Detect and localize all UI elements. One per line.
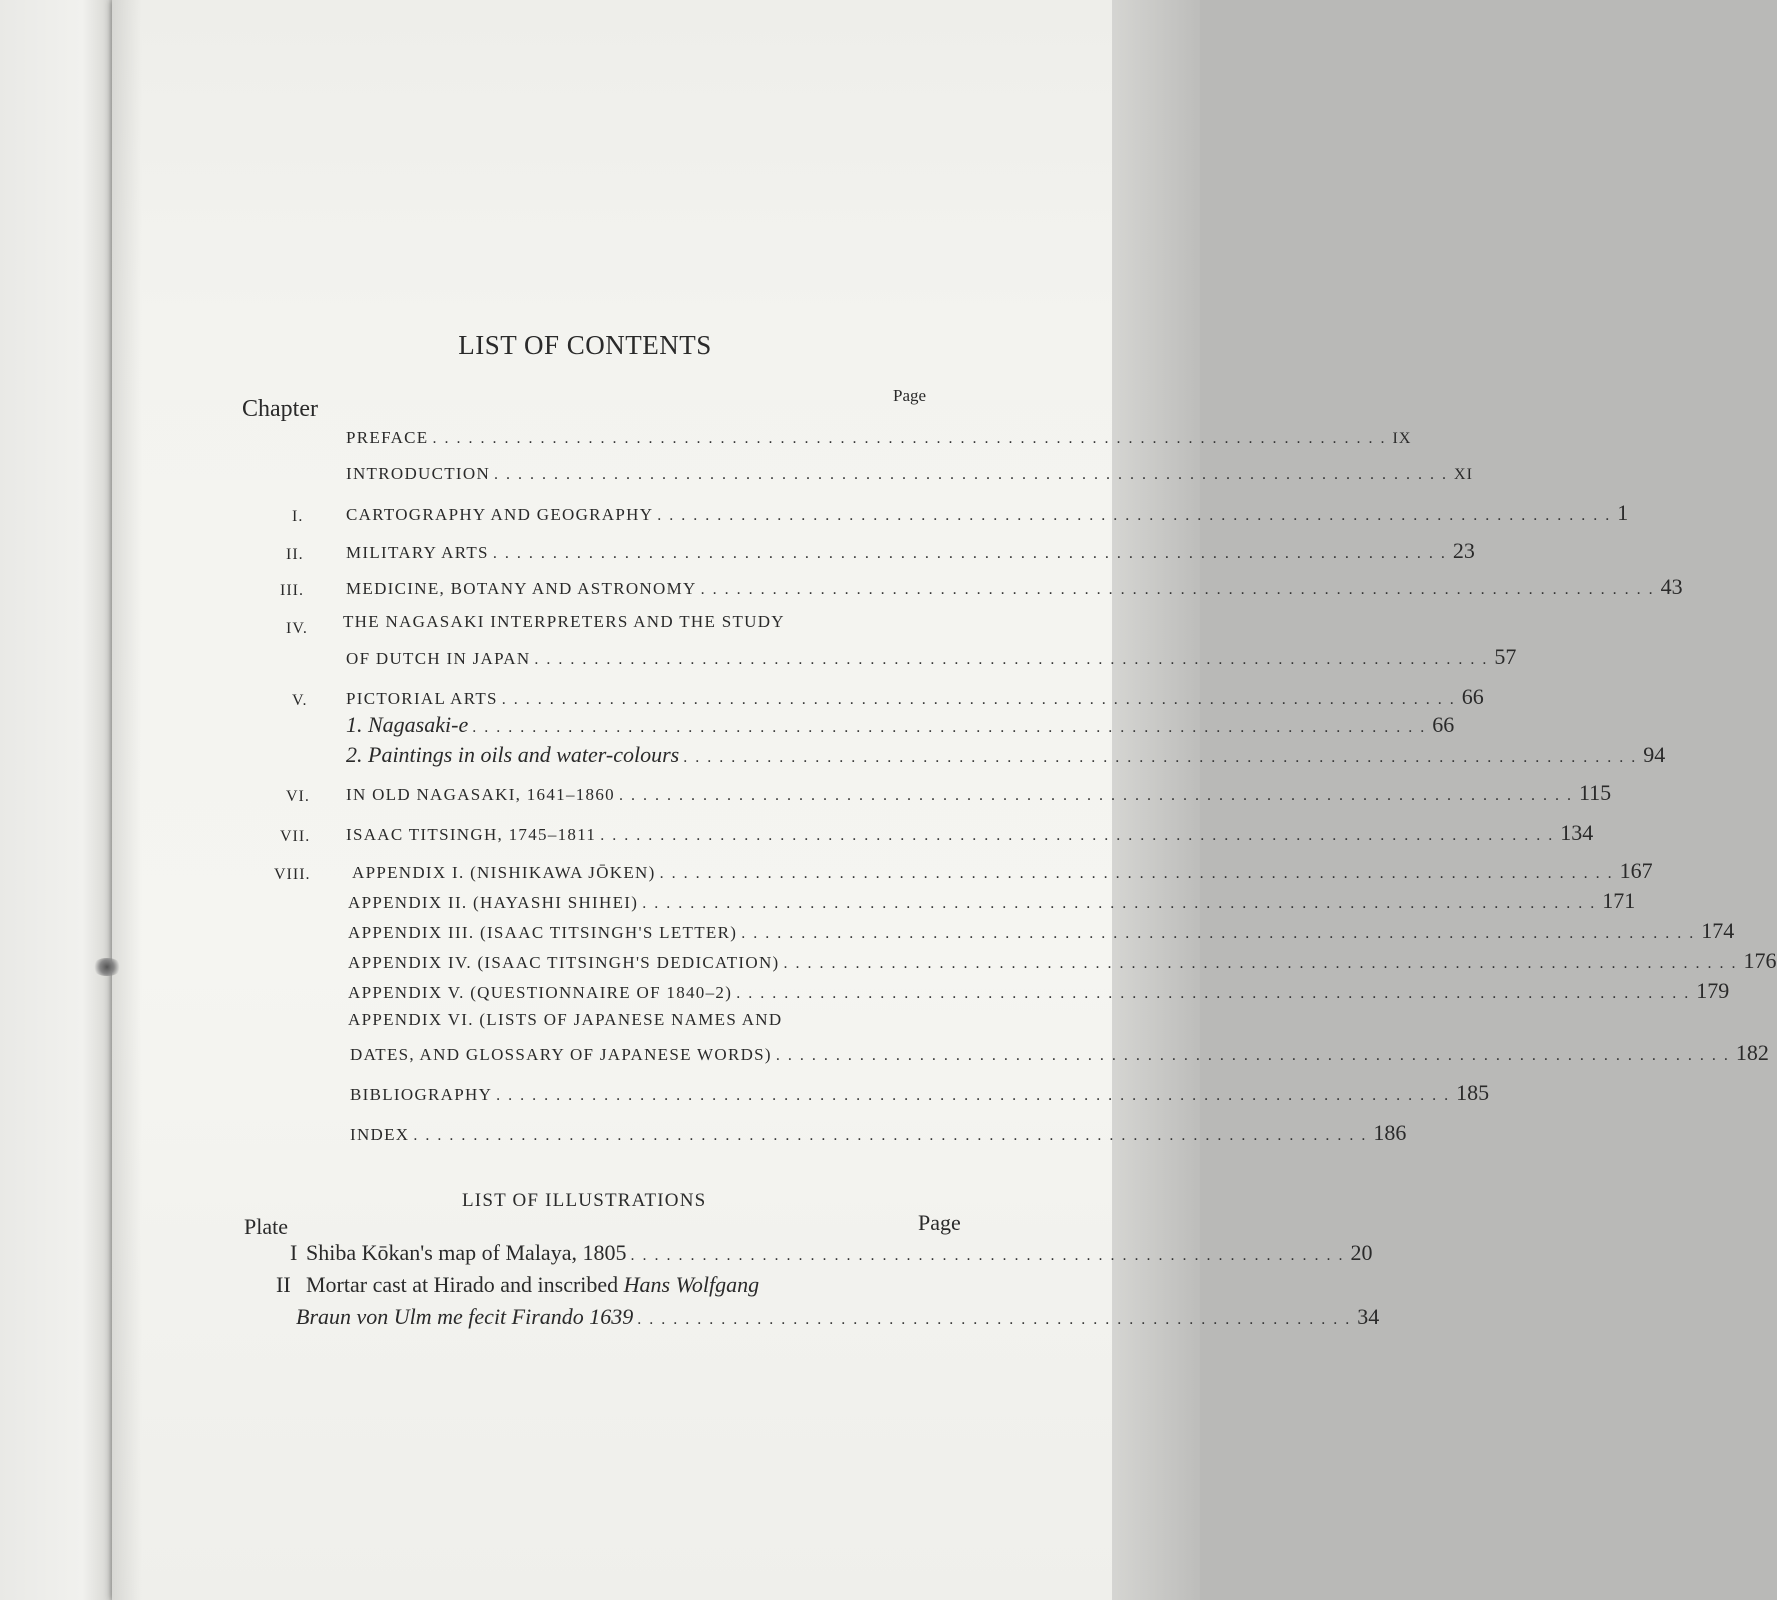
chapter-number: II.: [286, 546, 304, 563]
contents-entry: [346, 428, 1412, 448]
contents-entry: [348, 978, 1730, 1004]
page-number: 182: [1735, 1040, 1769, 1065]
contents-entry: [350, 1040, 1769, 1066]
page-number: IX: [1392, 430, 1412, 447]
page-number: 176: [1743, 948, 1777, 973]
contents-entry: [348, 918, 1735, 944]
leader-dots: ................................................................................: [659, 865, 1620, 882]
contents-entry: [346, 644, 1517, 670]
leader-dots: ................................................................................: [642, 895, 1603, 912]
page-number: 34: [1357, 1304, 1380, 1329]
page-number: 23: [1452, 538, 1475, 563]
entry-title: BIBLIOGRAPHY: [350, 1085, 493, 1104]
illustration-entry: [306, 1240, 1373, 1266]
plate-column-label: Plate: [244, 1214, 288, 1239]
entry-title: APPENDIX III. (ISAAC TITSINGH'S LETTER): [348, 923, 738, 942]
leader-dots: ................................................................................: [501, 691, 1462, 708]
leader-dots: ................................................................................: [472, 719, 1433, 736]
plate-number: II: [276, 1272, 291, 1297]
leader-dots: ................................................................................: [496, 1087, 1457, 1104]
gutter-shadow: [112, 0, 142, 1600]
leader-dots: ................................................................................: [432, 430, 1393, 447]
leader-dots: ................................................................................: [736, 985, 1697, 1002]
entry-title: APPENDIX II. (HAYASHI SHIHEI): [348, 893, 639, 912]
illustration-title: Mortar cast at Hirado and inscribed Hans Wolfgang: [306, 1272, 760, 1297]
contents-entry: [348, 1010, 946, 1030]
leader-dots: ............................................................: [630, 1247, 1351, 1264]
leader-dots: ................................................................................: [534, 651, 1495, 668]
leader-dots: ................................................................................: [775, 1047, 1736, 1064]
page-number: XI: [1454, 466, 1473, 483]
contents-entry: [346, 464, 1473, 484]
illustration-entry: [306, 1272, 976, 1298]
contents-entry: [350, 1120, 1407, 1146]
entry-title: OF DUTCH IN JAPAN: [346, 649, 531, 668]
entry-title: THE NAGASAKI INTERPRETERS AND THE STUDY: [343, 612, 785, 631]
chapter-number: I.: [292, 508, 304, 525]
leader-dots: ................................................................................: [783, 955, 1744, 972]
page-number: 94: [1643, 742, 1666, 767]
leader-dots: ................................................................................: [683, 749, 1644, 766]
contents-entry: [346, 574, 1683, 600]
page-number: 134: [1560, 820, 1594, 845]
leader-dots: ................................................................................: [618, 787, 1579, 804]
entry-title: ISAAC TITSINGH, 1745–1811: [346, 825, 597, 844]
page-number: 43: [1660, 574, 1683, 599]
leader-dots: ............................................................: [637, 1311, 1358, 1328]
chapter-number: IV.: [286, 620, 308, 637]
ink-stain: [92, 958, 122, 976]
illustration-inscription: Braun von Ulm me fecit Firando 1639: [296, 1304, 634, 1329]
page-number: 167: [1619, 858, 1653, 883]
entry-title: APPENDIX IV. (ISAAC TITSINGH'S DEDICATION): [348, 953, 780, 972]
leader-dots: ................................................................................: [494, 466, 1455, 483]
leader-dots: ................................................................................: [492, 545, 1453, 562]
leader-dots: ................................................................................: [413, 1127, 1374, 1144]
entry-title: APPENDIX I. (NISHIKAWA JŌKEN): [352, 863, 656, 882]
entry-title: INTRODUCTION: [346, 464, 491, 483]
facing-page: [0, 0, 118, 1600]
contents-entry: [348, 948, 1777, 974]
contents-entry: [346, 538, 1475, 564]
entry-title: PICTORIAL ARTS: [346, 689, 498, 708]
illustrations-title: LIST OF ILLUSTRATIONS: [462, 1190, 707, 1211]
entry-title: CARTOGRAPHY AND GEOGRAPHY: [346, 505, 654, 524]
page-column-label: Page: [893, 386, 927, 405]
entry-title: APPENDIX VI. (LISTS OF JAPANESE NAMES AND: [348, 1010, 783, 1029]
contents-entry: [346, 500, 1629, 526]
contents-entry: [346, 712, 1455, 738]
entry-title: IN OLD NAGASAKI, 1641–1860: [346, 785, 615, 804]
leader-dots: ................................................................................: [741, 925, 1702, 942]
entry-title: 2. Paintings in oils and water-colours: [346, 742, 680, 767]
entry-title: MEDICINE, BOTANY AND ASTRONOMY: [346, 579, 697, 598]
page-number: 179: [1696, 978, 1730, 1003]
chapter-number: V.: [292, 692, 308, 709]
page-number: 1: [1617, 500, 1629, 525]
page-number: 115: [1578, 780, 1612, 805]
leader-dots: ................................................................................: [600, 827, 1561, 844]
leader-dots: ................................................................................: [700, 581, 1661, 598]
contents-entry: [350, 1080, 1490, 1106]
contents-entry: [346, 820, 1594, 846]
illustration-title: [296, 1304, 633, 1330]
chapter-number: VI.: [286, 788, 310, 805]
illustration-inscription: Hans Wolfgang: [623, 1272, 760, 1297]
contents-entry: [346, 742, 1666, 768]
entry-title: MILITARY ARTS: [346, 543, 489, 562]
page-number: 185: [1456, 1080, 1490, 1105]
page-number: 20: [1350, 1240, 1373, 1265]
contents-entry: [346, 780, 1612, 806]
chapter-column-label: Chapter: [242, 396, 318, 422]
illustrations-page-label: Page: [918, 1210, 961, 1235]
chapter-number: VII.: [280, 828, 311, 845]
entry-title: INDEX: [350, 1125, 410, 1144]
page-number: 171: [1602, 888, 1636, 913]
contents-entry: [348, 888, 1636, 914]
page-number: 186: [1373, 1120, 1407, 1145]
contents-entry: [343, 612, 946, 632]
entry-title: 1. Nagasaki-e: [346, 712, 469, 737]
page-number: 66: [1432, 712, 1455, 737]
contents-entry: [346, 684, 1484, 710]
chapter-number: III.: [280, 582, 304, 599]
plate-number: I: [290, 1240, 298, 1265]
illustration-title: Shiba Kōkan's map of Malaya, 1805: [306, 1240, 627, 1265]
page-number: 174: [1701, 918, 1735, 943]
leader-dots: ................................................................................: [657, 507, 1618, 524]
page-number: 66: [1461, 684, 1484, 709]
page-number: 57: [1494, 644, 1517, 669]
contents-entry: [352, 858, 1653, 884]
illustration-entry: [296, 1304, 1380, 1330]
contents-title: LIST OF CONTENTS: [458, 330, 712, 360]
chapter-number: VIII.: [274, 866, 311, 883]
entry-title: APPENDIX V. (QUESTIONNAIRE OF 1840–2): [348, 983, 733, 1002]
entry-title: PREFACE: [346, 428, 429, 447]
entry-title: DATES, AND GLOSSARY OF JAPANESE WORDS): [350, 1045, 772, 1064]
